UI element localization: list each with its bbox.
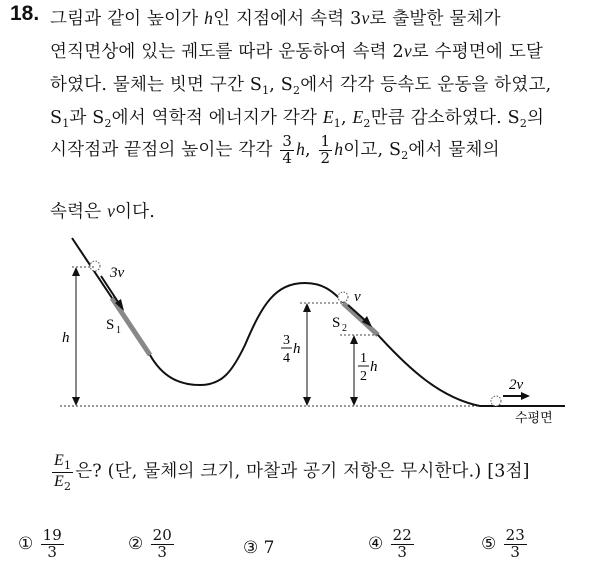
question-line-5: 시작점과 끝점의 높이는 각각 $\frac{3}{4}$ h, $\frac{1}{2}$ h이고, $S_2$에서 물체의 (50, 132, 500, 167)
label-3v: 3v (110, 265, 125, 281)
choice-2[interactable]: ② $\frac{20}{3}$ (128, 526, 172, 561)
question-line-2: 연직면상에 있는 궤도를 따라 운동하여 속력 2v로 수평면에 도달 (50, 41, 544, 62)
object-end (491, 396, 501, 406)
label-h: h (62, 330, 70, 346)
height-h-top-head (72, 267, 80, 276)
label-34-den: 4 (283, 351, 290, 366)
label-34-h: h (293, 341, 301, 357)
choice-5[interactable]: ⑤ $\frac{23}{3}$ (481, 526, 525, 561)
question-line-6: 속력은 v이다. (50, 201, 156, 222)
label-s1-sub: 1 (116, 325, 121, 336)
ratio-e1-e2: $\frac{E_1}{E_2}$ (54, 452, 72, 493)
label-v: v (354, 289, 361, 305)
question-line-3: 하였다. 물체는 빗면 구간 $S_1$, $S_2$에서 각각 등속도 운동을 하였고, (50, 75, 552, 97)
segment-s2 (343, 303, 378, 335)
track-curve (72, 238, 565, 406)
height-h-bottom-head (72, 397, 80, 406)
choice-3[interactable]: ③ 7 (243, 538, 275, 558)
arrow-2v-head (521, 392, 530, 400)
label-s1: S (106, 317, 115, 333)
label-s2: S (332, 315, 341, 331)
fraction-three-quarters: $\frac{3}{4}$ (282, 132, 293, 167)
height-12-top-head (350, 335, 358, 344)
ask-line: $\frac{E_1}{E_2}$ 은? (단, 물체의 크기, 마찰과 공기 저항은 무시한다.) [3점] (54, 452, 530, 493)
object-s2 (338, 292, 348, 302)
label-ground: 수평면 (515, 411, 553, 426)
question-line-4: $S_1$과 $S_2$에서 역학적 에너지가 각각 $E_1$, $E_2$만큼 감소하였다. $S_2$의 (50, 107, 545, 130)
label-12-den: 2 (360, 369, 367, 384)
height-34-top-head (303, 303, 311, 312)
label-34-num: 3 (283, 333, 290, 348)
label-2v: 2v (509, 377, 524, 393)
question-line-1: 그림과 같이 높이가 h인 지점에서 속력 3v로 출발한 물체가 (50, 8, 501, 29)
object-start (90, 261, 100, 271)
fraction-one-half: $\frac{1}{2}$ (320, 132, 331, 167)
height-34-bottom-head (303, 397, 311, 406)
label-s2-sub: 2 (342, 323, 347, 334)
choice-4[interactable]: ④ $\frac{22}{3}$ (368, 526, 412, 561)
label-12-h: h (370, 359, 378, 375)
label-12-num: 1 (360, 351, 367, 366)
choice-1[interactable]: ① $\frac{19}{3}$ (18, 526, 62, 561)
height-12-bottom-head (350, 397, 358, 406)
question-number: 18. (10, 2, 40, 25)
